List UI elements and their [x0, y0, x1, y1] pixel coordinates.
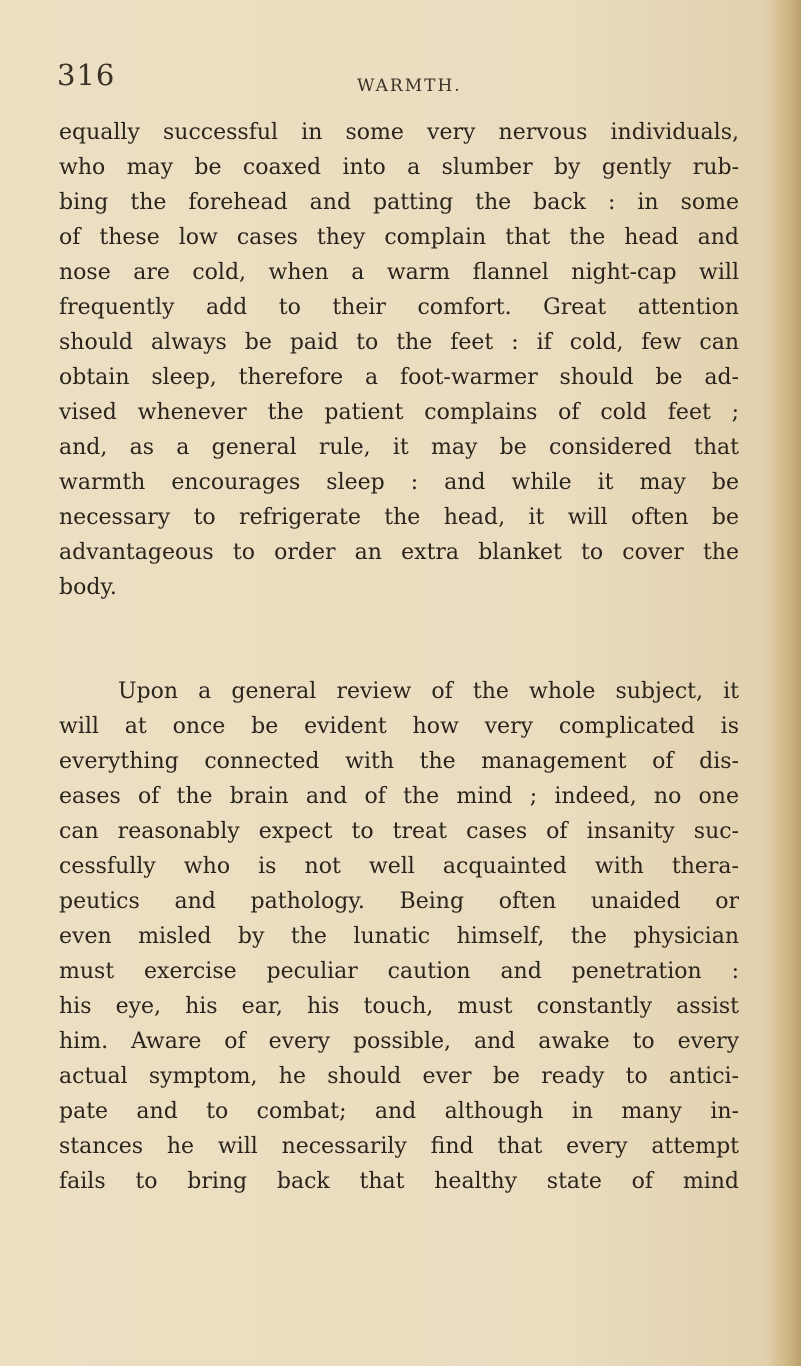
- text-line: everything connected with the management of dis-: [59, 749, 739, 774]
- text-line: nose are cold, when a warm flannel night-cap will: [59, 260, 739, 285]
- page-edge-shading: [767, 0, 801, 1366]
- text-line: should always be paid to the feet : if cold, few can: [59, 330, 739, 355]
- text-line: him. Aware of every possible, and awake to every: [59, 1029, 739, 1054]
- text-line: Upon a general review of the whole subject, it: [118, 679, 739, 704]
- text-line: eases of the brain and of the mind ; indeed, no one: [59, 784, 739, 809]
- page-number: 316: [57, 58, 116, 92]
- text-line: necessary to refrigerate the head, it will often be: [59, 505, 739, 530]
- text-line: actual symptom, he should ever be ready to antici-: [59, 1064, 739, 1089]
- text-line: stances he will necessarily find that every attempt: [59, 1134, 739, 1159]
- text-line: bing the forehead and patting the back : in some: [59, 190, 739, 215]
- paragraph-2: [59, 674, 739, 1199]
- text-line: body.: [59, 575, 117, 600]
- running-head: WARMTH.: [357, 76, 462, 96]
- text-line: vised whenever the patient complains of cold feet ;: [59, 400, 739, 425]
- text-line: warmth encourages sleep : and while it may be: [59, 470, 739, 495]
- text-line: of these low cases they complain that the head and: [59, 225, 739, 250]
- text-line: equally successful in some very nervous individuals,: [59, 120, 739, 145]
- text-line: his eye, his ear, his touch, must constantly assist: [59, 994, 739, 1019]
- text-line: frequently add to their comfort. Great attention: [59, 295, 739, 320]
- text-line: obtain sleep, therefore a foot-warmer should be ad-: [59, 365, 739, 390]
- paragraph-1: [59, 115, 739, 605]
- text-line: fails to bring back that healthy state of mind: [59, 1169, 739, 1194]
- text-line: pate and to combat; and although in many in-: [59, 1099, 739, 1124]
- text-line: can reasonably expect to treat cases of insanity suc-: [59, 819, 739, 844]
- text-line: peutics and pathology. Being often unaided or: [59, 889, 739, 914]
- text-line: will at once be evident how very complicated is: [59, 714, 739, 739]
- text-line: and, as a general rule, it may be considered that: [59, 435, 739, 460]
- text-line: cessfully who is not well acquainted with thera-: [59, 854, 739, 879]
- text-line: who may be coaxed into a slumber by gently rub-: [59, 155, 739, 180]
- text-line: must exercise peculiar caution and penetration :: [59, 959, 739, 984]
- text-line: advantageous to order an extra blanket to cover the: [59, 540, 739, 565]
- page-header: [57, 58, 737, 94]
- text-line: even misled by the lunatic himself, the physician: [59, 924, 739, 949]
